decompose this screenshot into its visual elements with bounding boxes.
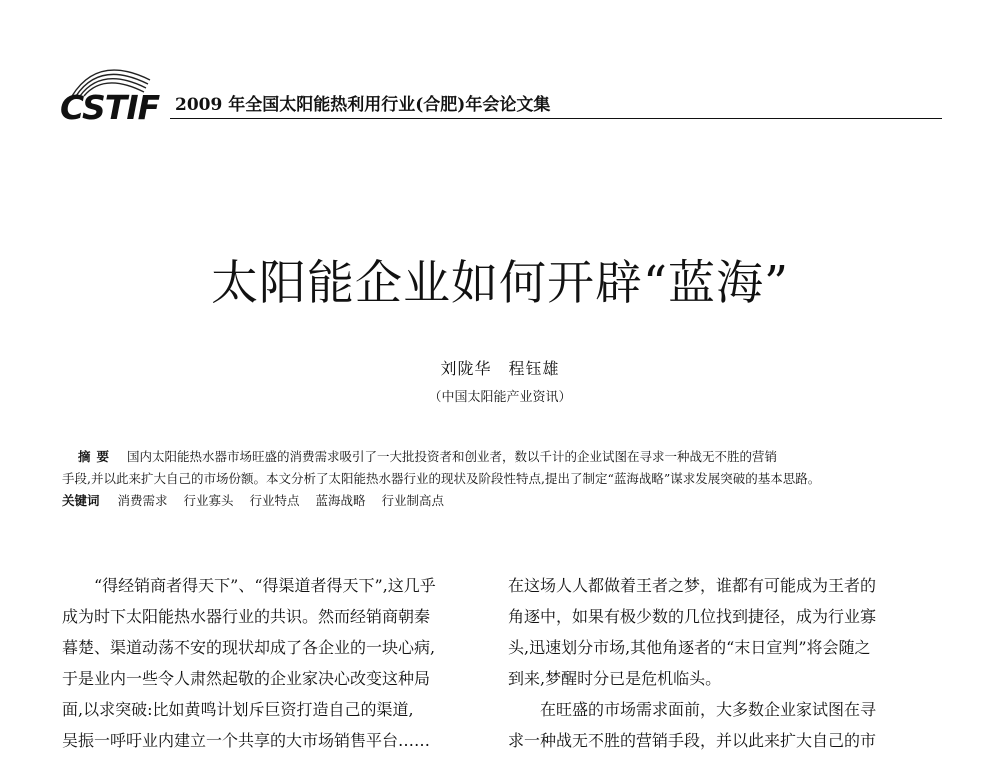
keyword: 消费需求 — [117, 493, 168, 508]
keyword: 蓝海战略 — [315, 493, 366, 508]
body-line: 暮楚、渠道动荡不安的现状却成了各企业的一块心病, — [62, 638, 436, 657]
keyword: 行业寡头 — [183, 493, 234, 508]
keyword: 行业特点 — [249, 493, 300, 508]
abstract-label: 摘要 — [78, 449, 116, 464]
keywords — [62, 490, 940, 512]
abstract — [62, 446, 940, 512]
abstract-text-1: 国内太阳能热水器市场旺盛的消费需求吸引了一大批投资者和创业者，数以千计的企业试图在寻求一种战无不胜的营销 — [127, 449, 778, 464]
body-line: 在这场人人都做着王者之梦，谁都有可能成为王者的 — [508, 576, 877, 595]
body-line: 到来,梦醒时分已是危机临头。 — [508, 669, 722, 688]
cstif-logo — [58, 58, 168, 128]
body-column-right — [508, 570, 936, 756]
article-title: 太阳能企业如何开辟“蓝海” — [210, 256, 790, 311]
body-column-left — [62, 570, 482, 756]
abstract-line-2: 手段,并以此来扩大自己的市场份额。本文分析了太阳能热水器行业的现状及阶段性特点,提出了制定“蓝海战略”谋求发展突破的基本思路。 — [62, 471, 821, 486]
body-line: 面,以求突破:比如黄鸣计划斥巨资打造自己的渠道, — [62, 700, 414, 719]
keywords-label: 关键词 — [62, 493, 100, 508]
body-line: 求一种战无不胜的营销手段，并以此来扩大自己的市 — [508, 731, 877, 750]
header-rule — [170, 118, 942, 119]
body-line: 在旺盛的市场需求面前，大多数企业家试图在寻 — [540, 700, 877, 719]
keyword: 行业制高点 — [381, 493, 445, 508]
affiliation: （中国太阳能产业资讯） — [428, 390, 572, 405]
body-line: 头,迅速划分市场,其他角逐者的“末日宣判”将会随之 — [508, 638, 871, 657]
body-line: “得经销商者得天下”、“得渠道者得天下”,这几乎 — [94, 576, 436, 595]
authors: 刘陇华 程钰雄 — [440, 359, 560, 378]
body-line: 于是业内一些令人肃然起敬的企业家决心改变这种局 — [62, 669, 431, 688]
journal-title: 2009 年全国太阳能热利用行业(合肥)年会论文集 — [175, 95, 551, 115]
body-line: 成为时下太阳能热水器行业的共识。然而经销商朝秦 — [62, 607, 431, 626]
abstract-line-1 — [62, 446, 940, 468]
logo-text: CSTIF — [60, 88, 160, 127]
body-line: 角逐中，如果有极少数的几位找到捷径，成为行业寡 — [508, 607, 877, 626]
body-line: 吴振一呼吁业内建立一个共享的大市场销售平台…… — [62, 731, 431, 750]
